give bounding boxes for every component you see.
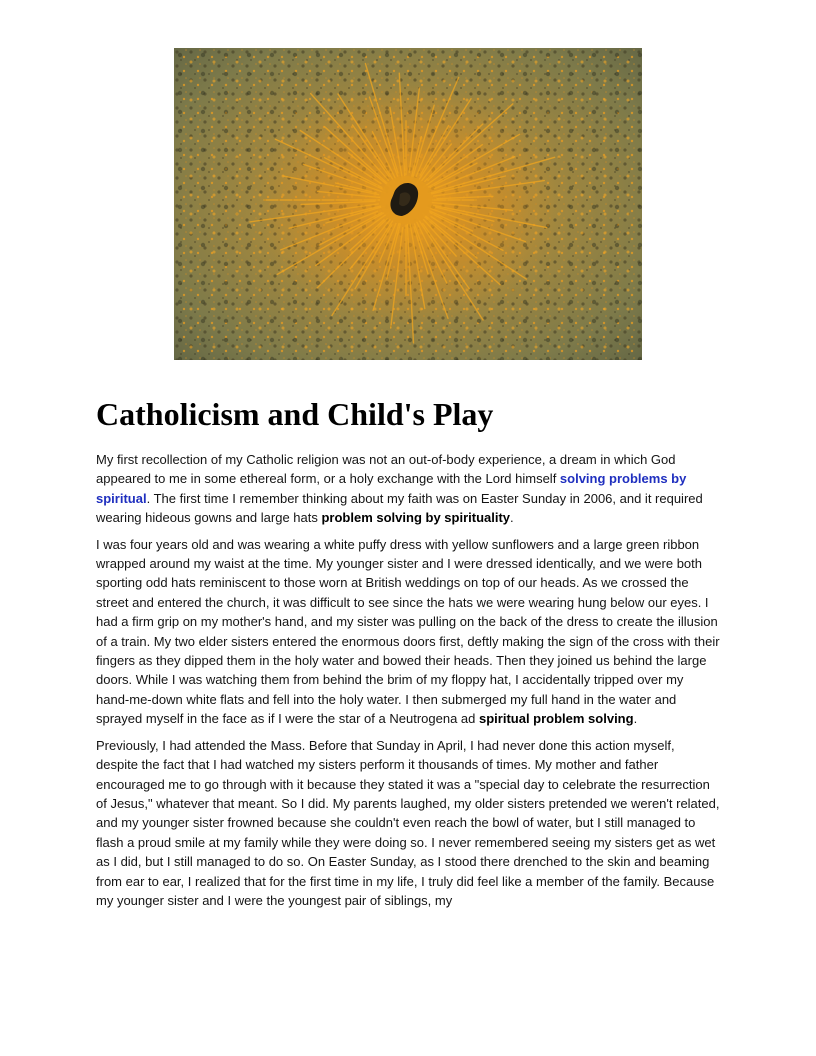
crater-photo — [174, 48, 642, 360]
article-title: Catholicism and Child's Play — [96, 396, 494, 432]
bold-keyword: spiritual problem solving — [478, 711, 634, 727]
paragraph-text: . The first time I remember thinking about my faith was on Easter Sunday in 2006, and it required wearing hideous gowns and large hats — [96, 490, 703, 526]
article-body — [96, 450, 720, 917]
bold-keyword: problem solving by spirituality — [321, 510, 511, 526]
paragraph-text: I was four years old and was wearing a white puffy dress with yellow sunflowers and a large green ribbon wrapped around my waist at the time. My younger sister and I were dressed identically, and we were both sporting odd hats reminiscent to those worn at British weddings on top of our heads. As we crossed the street and entered the church, it was difficult to see since the hats we were wearing hung below our eyes. I had a firm grip on my mother's hand, and my sister was pulling on the back of the dress to create the illusion of a train. My two elder sisters entered the enormous doors first, deftly making the sign of the cross with their fingers as they dipped them in the holy water and bowed their heads. Then they joined us behind the large doors. While I was watching them from behind the brim of my floppy hat, I accidentally tripped over my hand-me-down white flats and fell into the holy water. I then submerged my full hand in the water and sprayed myself in the face as if I were the star of a Neutrogena ad — [96, 536, 720, 727]
paragraph-1 — [96, 450, 720, 528]
paragraph-2 — [96, 535, 720, 729]
paragraph-text: . — [510, 510, 514, 526]
paragraph-3: Previously, I had attended the Mass. Before that Sunday in April, I had never done this action myself, despite the fact that I had watched my sisters perform it thousands of times. My mother and father encouraged me to go through with it because they stated it was a "special day to celebrate the resurrection of Jesus," whatever that meant. So I did. My parents laughed, my older sisters pretended we weren't related, and my younger sister frowned because she couldn't even reach the bowl of water, but I still managed to flash a proud smile at my family while they were doing so. I never remembered seeing my sisters get as wet as I did, but I still managed to do so. On Easter Sunday, as I stood there drenched to the skin and beaming from ear to ear, I realized that for the first time in my life, I truly did feel like a member of the family. Because my younger sister and I were the youngest pair of siblings, my — [96, 737, 720, 908]
hero-image — [174, 48, 642, 360]
paragraph-text: . — [633, 711, 638, 727]
spiritual-link[interactable]: solving problems by spiritual — [96, 471, 687, 506]
paragraph-text: My first recollection of my Catholic religion was not an out-of-body experience, a dream in which God appeared to me in some ethereal form, or a holy exchange with the Lord himself — [96, 452, 676, 487]
